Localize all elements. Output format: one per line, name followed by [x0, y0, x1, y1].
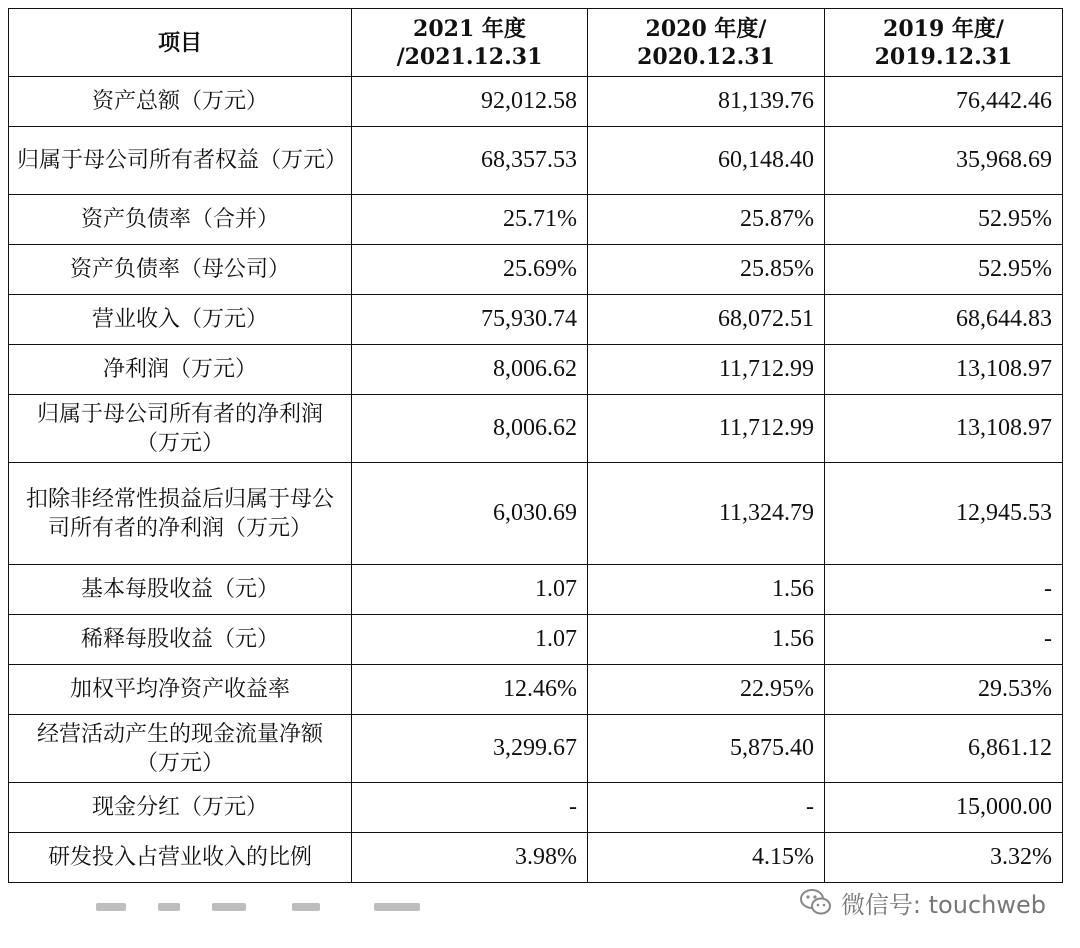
table-row [9, 77, 1063, 127]
table-row [9, 615, 1063, 665]
cell-2019: 13,108.97 [825, 395, 1063, 463]
wechat-watermark [799, 884, 1046, 920]
wechat-icon [799, 887, 833, 917]
header-2020-line1: 2020 年度/ [645, 15, 767, 42]
table-row [9, 245, 1063, 295]
cell-2019: 76,442.46 [825, 77, 1063, 127]
cell-2021: 8,006.62 [352, 395, 588, 463]
table-row [9, 565, 1063, 615]
row-label: 净利润（万元） [9, 345, 352, 395]
cell-2019: 3.32% [825, 833, 1063, 883]
cell-2021: 1.07 [352, 565, 588, 615]
cell-2019: 68,644.83 [825, 295, 1063, 345]
cell-2019: 29.53% [825, 665, 1063, 715]
cell-2019: - [825, 565, 1063, 615]
table-row [9, 665, 1063, 715]
table-row [9, 345, 1063, 395]
row-label: 现金分红（万元） [9, 783, 352, 833]
cell-2019: 12,945.53 [825, 463, 1063, 565]
cell-2020: 22.95% [588, 665, 825, 715]
header-2020 [588, 9, 825, 77]
cell-2019: 52.95% [825, 195, 1063, 245]
cell-2020: 11,712.99 [588, 395, 825, 463]
row-label: 稀释每股收益（元） [9, 615, 352, 665]
cell-2021: 6,030.69 [352, 463, 588, 565]
row-label: 资产负债率（合并） [9, 195, 352, 245]
cell-2020: 5,875.40 [588, 715, 825, 783]
header-2019-line2: 2019.12.31 [874, 43, 1013, 70]
table-row [9, 395, 1063, 463]
row-label: 基本每股收益（元） [9, 565, 352, 615]
header-item-text: 项目 [157, 29, 202, 56]
cell-2021: 12.46% [352, 665, 588, 715]
cell-2020: 4.15% [588, 833, 825, 883]
cell-2019: 6,861.12 [825, 715, 1063, 783]
cell-2019: 52.95% [825, 245, 1063, 295]
cell-2020: 11,324.79 [588, 463, 825, 565]
cell-2021: 8,006.62 [352, 345, 588, 395]
cell-2020: 68,072.51 [588, 295, 825, 345]
cell-2020: 1.56 [588, 565, 825, 615]
row-label: 资产负债率（母公司） [9, 245, 352, 295]
cell-2021: 3.98% [352, 833, 588, 883]
row-label: 资产总额（万元） [9, 77, 352, 127]
row-label: 归属于母公司所有者的净利润（万元） [9, 395, 352, 463]
cell-2019: 35,968.69 [825, 127, 1063, 195]
header-2019 [825, 9, 1063, 77]
cell-2020: 60,148.40 [588, 127, 825, 195]
cell-2021: 25.69% [352, 245, 588, 295]
financial-summary-table [8, 8, 1063, 883]
header-2020-line2: 2020.12.31 [637, 43, 775, 70]
cell-2020: 11,712.99 [588, 345, 825, 395]
header-2021 [352, 9, 588, 77]
cell-2019: - [825, 615, 1063, 665]
cell-2021: 3,299.67 [352, 715, 588, 783]
cell-2021: 75,930.74 [352, 295, 588, 345]
row-label: 营业收入（万元） [9, 295, 352, 345]
row-label: 加权平均净资产收益率 [9, 665, 352, 715]
table-row [9, 295, 1063, 345]
cell-2021: - [352, 783, 588, 833]
header-2019-line1: 2019 年度/ [883, 15, 1004, 42]
table-row [9, 127, 1063, 195]
table-row [9, 195, 1063, 245]
cropped-footer-text-fragment [96, 903, 436, 913]
header-item [9, 9, 352, 77]
cell-2021: 92,012.58 [352, 77, 588, 127]
row-label: 研发投入占营业收入的比例 [9, 833, 352, 883]
row-label: 归属于母公司所有者权益（万元） [9, 127, 352, 195]
watermark-text: 微信号: touchweb [840, 890, 1046, 919]
table-row [9, 783, 1063, 833]
table-row [9, 463, 1063, 565]
table-row [9, 715, 1063, 783]
row-label: 经营活动产生的现金流量净额（万元） [9, 715, 352, 783]
header-row [9, 9, 1063, 77]
cell-2020: 25.87% [588, 195, 825, 245]
cell-2021: 25.71% [352, 195, 588, 245]
header-2021-line2: /2021.12.31 [396, 43, 543, 70]
cell-2019: 15,000.00 [825, 783, 1063, 833]
financial-table-container [8, 8, 1062, 883]
row-label: 扣除非经常性损益后归属于母公司所有者的净利润（万元） [9, 463, 352, 565]
cell-2020: 1.56 [588, 615, 825, 665]
cell-2020: - [588, 783, 825, 833]
cell-2021: 68,357.53 [352, 127, 588, 195]
header-2021-line1: 2021 年度 [413, 15, 526, 42]
cell-2021: 1.07 [352, 615, 588, 665]
cell-2020: 25.85% [588, 245, 825, 295]
table-row [9, 833, 1063, 883]
cell-2020: 81,139.76 [588, 77, 825, 127]
cell-2019: 13,108.97 [825, 345, 1063, 395]
